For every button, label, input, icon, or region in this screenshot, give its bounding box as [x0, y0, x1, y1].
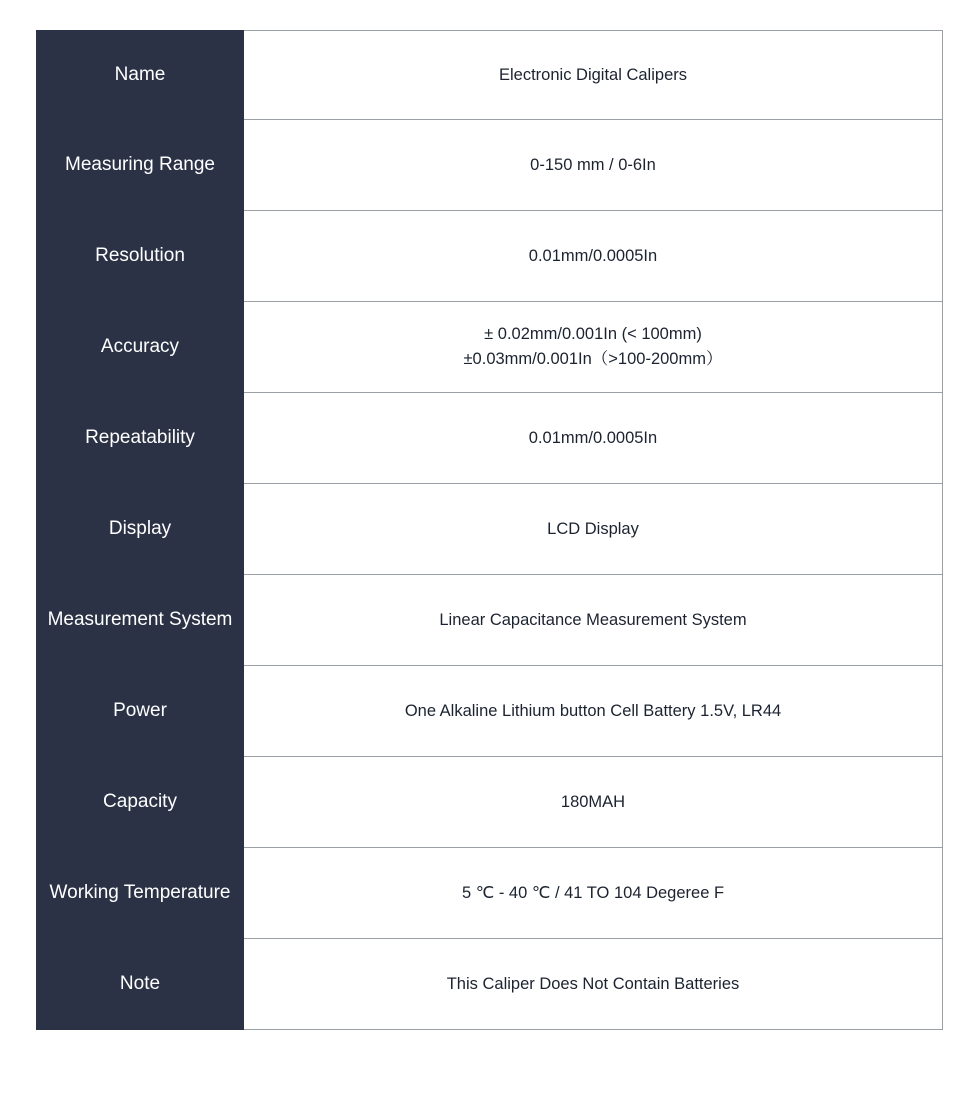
spec-value-name	[244, 31, 943, 120]
spec-label-measuring-range: Measuring Range	[37, 120, 244, 211]
spec-value-measurement-system	[244, 575, 943, 666]
spec-value-capacity	[244, 757, 943, 848]
table-row	[37, 666, 943, 757]
value-line: One Alkaline Lithium button Cell Battery 1.5V, LR44	[404, 701, 782, 720]
specification-table	[36, 30, 943, 1030]
table-row	[37, 575, 943, 666]
table-row	[37, 302, 943, 393]
spec-label-note: Note	[37, 939, 244, 1030]
spec-label-measurement-system: Measurement System	[37, 575, 244, 666]
table-row	[37, 120, 943, 211]
value-line: 0.01mm/0.0005In	[528, 246, 658, 265]
spec-label-resolution: Resolution	[37, 211, 244, 302]
value-line: 5 ℃ - 40 ℃ / 41 TO 104 Degeree F	[461, 883, 725, 902]
table-row	[37, 939, 943, 1030]
table-row	[37, 31, 943, 120]
spec-value-note	[244, 939, 943, 1030]
value-line: 180MAH	[560, 792, 626, 811]
value-line: 0.01mm/0.0005In	[528, 428, 658, 447]
value-line: ± 0.02mm/0.001In (< 100mm)	[484, 325, 702, 344]
value-line: 0-150 mm / 0-6In	[530, 155, 656, 174]
spec-value-repeatability	[244, 393, 943, 484]
spec-label-display: Display	[37, 484, 244, 575]
table-row	[37, 848, 943, 939]
spec-value-power	[244, 666, 943, 757]
table-row	[37, 484, 943, 575]
value-line: ±0.03mm/0.001In（>100-200mm）	[463, 350, 723, 368]
spec-label-capacity: Capacity	[37, 757, 244, 848]
value-line: Linear Capacitance Measurement System	[439, 610, 747, 629]
spec-value-display	[244, 484, 943, 575]
spec-label-name: Name	[37, 31, 244, 120]
value-line: Electronic Digital Calipers	[499, 65, 687, 84]
spec-label-working-temperature: Working Temperature	[37, 848, 244, 939]
value-line: LCD Display	[547, 519, 639, 538]
spec-value-working-temperature	[244, 848, 943, 939]
spec-value-resolution	[244, 211, 943, 302]
value-line: This Caliper Does Not Contain Batteries	[446, 974, 740, 993]
table-row	[37, 211, 943, 302]
spec-value-accuracy	[244, 302, 943, 393]
table-row	[37, 393, 943, 484]
spec-label-repeatability: Repeatability	[37, 393, 244, 484]
table-row	[37, 757, 943, 848]
spec-label-accuracy: Accuracy	[37, 302, 244, 393]
spec-value-measuring-range	[244, 120, 943, 211]
spec-label-power: Power	[37, 666, 244, 757]
